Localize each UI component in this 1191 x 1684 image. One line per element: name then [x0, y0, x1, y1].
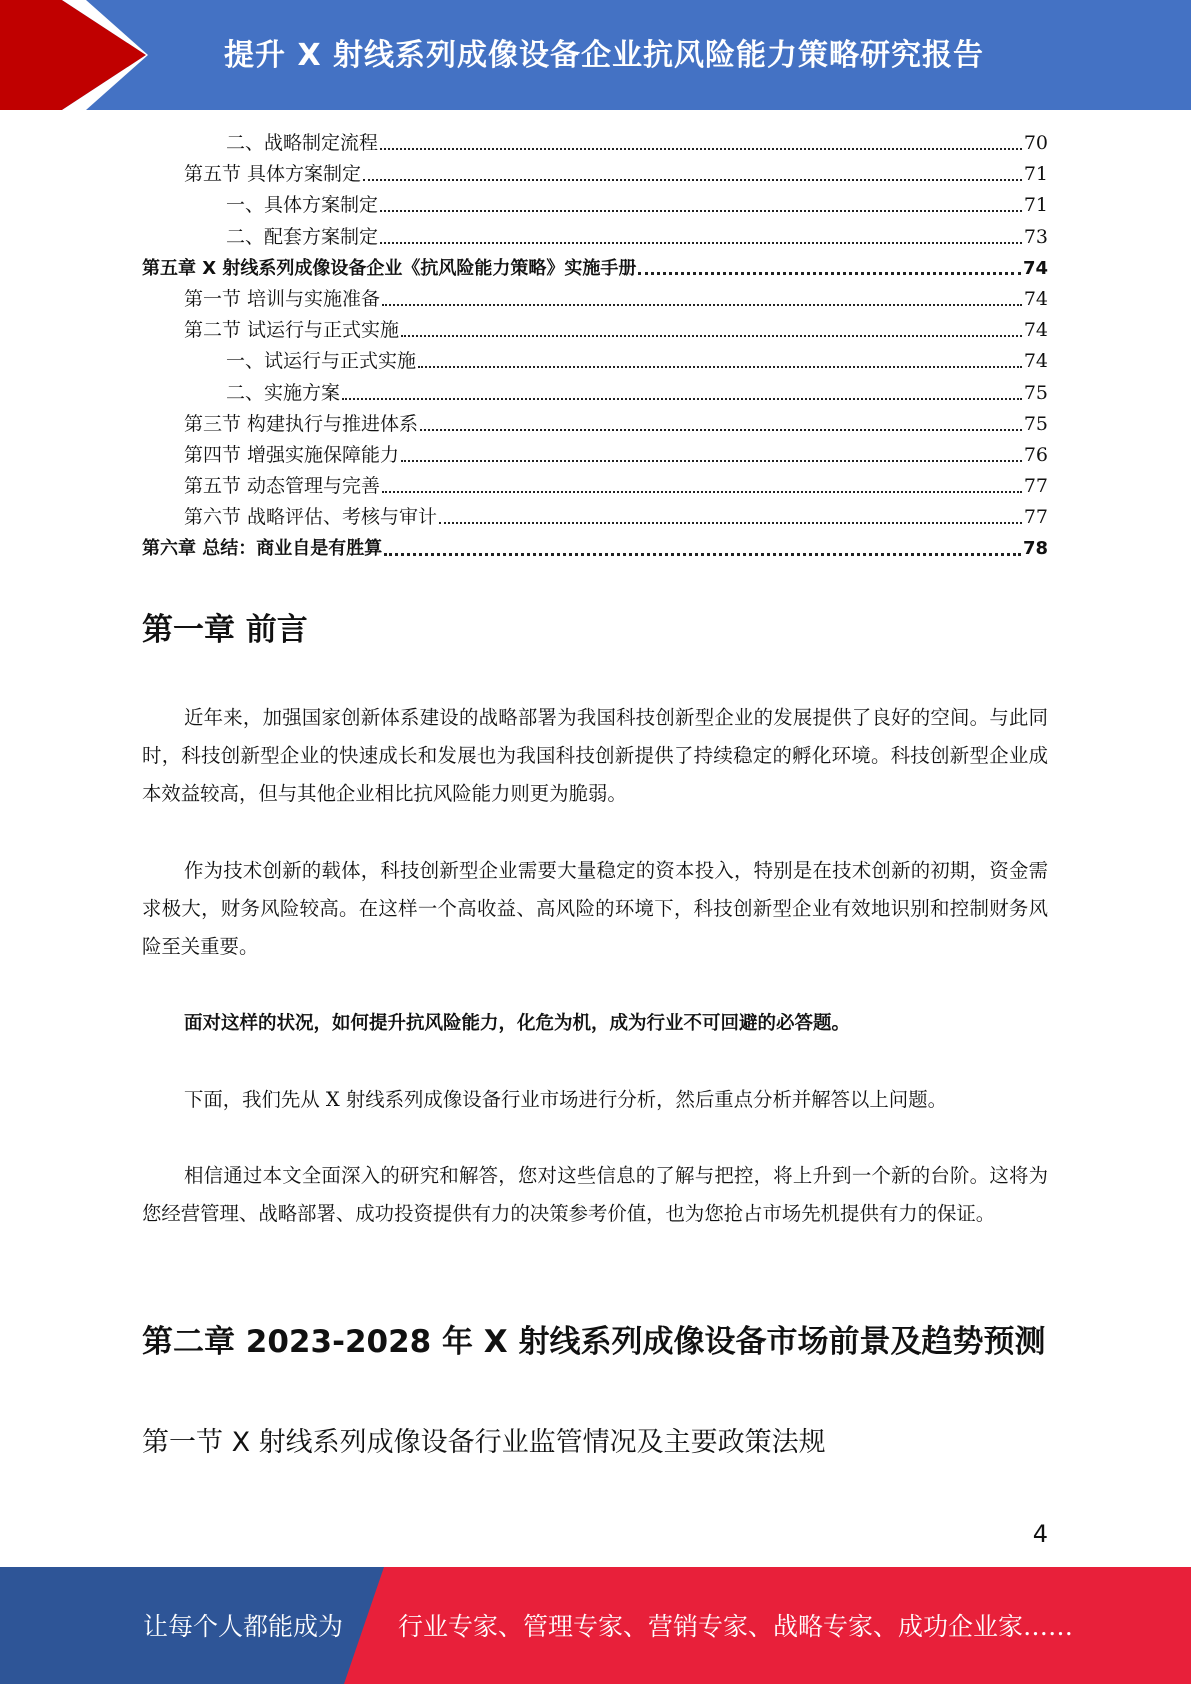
toc-entry-label: 二、战略制定流程	[226, 132, 379, 154]
chapter-1-paragraph: 下面，我们先从 X 射线系列成像设备行业市场进行分析，然后重点分析并解答以上问题。	[184, 1088, 947, 1111]
toc-entry[interactable]	[142, 284, 1048, 315]
toc-entry[interactable]	[142, 346, 1048, 377]
toc-leader-dots	[342, 397, 1022, 400]
toc-leader-dots	[380, 241, 1022, 244]
toc-entry-label: 第五节 具体方案制定	[184, 163, 362, 186]
toc-entry-page: 71	[1023, 194, 1048, 217]
table-of-contents	[142, 128, 1048, 565]
footer-slogan-left: 让每个人都能成为	[143, 1612, 344, 1641]
toc-entry-page: 70	[1023, 132, 1048, 154]
header-title: 提升 X 射线系列成像设备企业抗风险能力策略研究报告	[224, 38, 985, 73]
section-1-heading: 第一节 X 射线系列成像设备行业监管情况及主要政策法规	[142, 1427, 826, 1458]
toc-entry-label: 一、试运行与正式实施	[226, 350, 417, 373]
page-header-band	[0, 0, 1191, 110]
toc-leader-dots	[384, 552, 1021, 556]
toc-entry-label: 第六节 战略评估、考核与审计	[184, 506, 438, 529]
toc-leader-dots	[382, 490, 1022, 493]
toc-entry[interactable]	[142, 471, 1048, 502]
toc-entry-page: 75	[1023, 381, 1048, 404]
chapter-1-paragraph: 作为技术创新的载体，科技创新型企业需要大量稳定的资本投入，特别是在技术创新的初期，资金需求极大，财务风险较高。在这样一个高收益、高风险的环境下，科技创新型企业有效地识别和控制财务风险至关重要。	[142, 859, 1048, 958]
header-arrow-icon	[0, 0, 160, 110]
toc-entry-page: 76	[1023, 443, 1048, 466]
toc-entry-page: 78	[1022, 538, 1048, 560]
toc-entry-label: 第三节 构建执行与推进体系	[184, 412, 419, 435]
toc-entry-page: 77	[1023, 506, 1048, 529]
toc-entry[interactable]	[142, 190, 1048, 221]
toc-entry[interactable]	[142, 440, 1048, 471]
chapter-1-paragraph: 相信通过本文全面深入的研究和解答，您对这些信息的了解与把控，将上升到一个新的台阶。这将为您经营管理、战略部署、成功投资提供有力的决策参考价值，也为您抢占市场先机提供有力的保证。	[142, 1164, 1048, 1225]
toc-entry[interactable]	[142, 222, 1048, 253]
toc-leader-dots	[638, 271, 1021, 275]
toc-entry-page: 73	[1023, 225, 1048, 248]
chapter-1-emphasis-paragraph: 面对这样的状况，如何提升抗风险能力，化危为机，成为行业不可回避的必答题。	[184, 1013, 851, 1034]
toc-entry-label: 二、配套方案制定	[226, 225, 379, 248]
toc-entry[interactable]	[142, 159, 1048, 190]
chapter-2-heading: 第二章 2023-2028 年 X 射线系列成像设备市场前景及趋势预测	[142, 1324, 1046, 1360]
toc-leader-dots	[382, 303, 1022, 306]
toc-entry[interactable]	[142, 128, 1048, 159]
toc-leader-dots	[401, 334, 1022, 337]
toc-entry-page: 74	[1023, 287, 1048, 310]
toc-leader-dots	[439, 521, 1022, 524]
toc-leader-dots	[418, 365, 1022, 368]
toc-entry-label: 第五章 X 射线系列成像设备企业《抗风险能力策略》实施手册	[142, 257, 637, 279]
page-footer-band	[0, 1567, 1191, 1684]
toc-entry[interactable]	[142, 409, 1048, 440]
page-number: 4	[1032, 1520, 1048, 1548]
toc-leader-dots	[420, 428, 1022, 431]
toc-entry-label: 第五节 动态管理与完善	[184, 475, 381, 498]
footer-slogan-right: 行业专家、管理专家、营销专家、战略专家、成功企业家……	[398, 1612, 1074, 1641]
toc-entry-page: 75	[1023, 412, 1048, 435]
toc-entry[interactable]	[142, 378, 1048, 409]
toc-leader-dots	[380, 209, 1022, 212]
toc-entry[interactable]	[142, 502, 1048, 533]
toc-entry-label: 第六章 总结：商业自是有胜算	[142, 538, 383, 560]
toc-entry[interactable]	[142, 533, 1048, 564]
toc-entry[interactable]	[142, 315, 1048, 346]
toc-entry-page: 71	[1023, 163, 1048, 186]
toc-entry-page: 74	[1022, 257, 1048, 279]
toc-entry-label: 第一节 培训与实施准备	[184, 287, 381, 310]
toc-entry-page: 74	[1023, 350, 1048, 373]
toc-leader-dots	[401, 459, 1022, 462]
toc-leader-dots	[380, 147, 1022, 150]
toc-entry-label: 第二节 试运行与正式实施	[184, 319, 400, 342]
toc-entry-page: 77	[1023, 475, 1048, 498]
toc-entry-label: 二、实施方案	[226, 381, 341, 404]
toc-entry-label: 第四节 增强实施保障能力	[184, 443, 400, 466]
toc-entry-page: 74	[1023, 319, 1048, 342]
toc-leader-dots	[363, 178, 1022, 181]
chapter-1-paragraph: 近年来，加强国家创新体系建设的战略部署为我国科技创新型企业的发展提供了良好的空间。与此同时，科技创新型企业的快速成长和发展也为我国科技创新提供了持续稳定的孵化环境。科技创新型企业成本效益较高，但与其他企业相比抗风险能力则更为脆弱。	[142, 706, 1048, 805]
toc-entry-label: 一、具体方案制定	[226, 194, 379, 217]
toc-entry[interactable]	[142, 253, 1048, 284]
chapter-1-heading: 第一章 前言	[142, 612, 308, 648]
